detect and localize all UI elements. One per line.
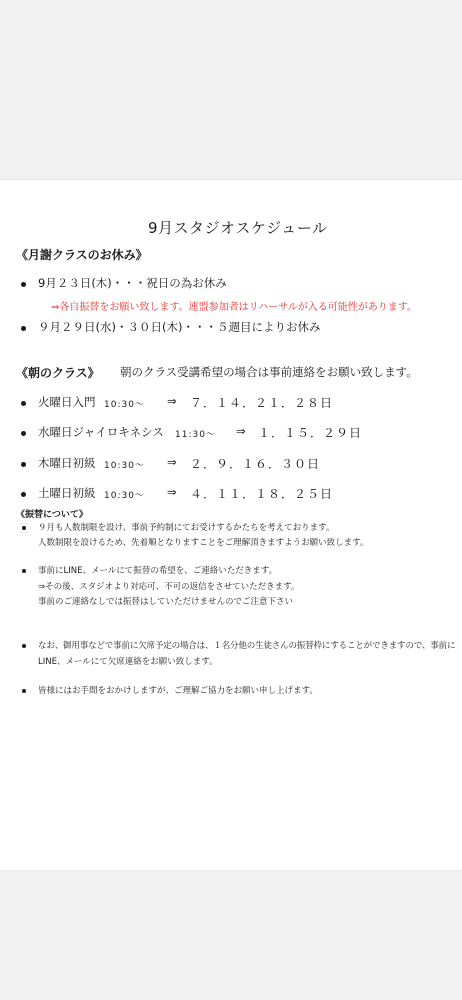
class-name: 木曜日初級: [38, 456, 96, 470]
transfer-p2-line1: 事前にLINE、メールにて振替の希望を、ご連絡いただきます。: [38, 566, 278, 576]
class-dates: ２．９．１６．３０日: [190, 457, 321, 471]
transfer-heading: 《振替について》: [16, 510, 88, 520]
monthly-item-1: 9月２３日(木)・・・祝日の為お休み: [38, 276, 227, 290]
monthly-heading: 《月謝クラスのお休み》: [16, 248, 148, 262]
class-time: 10:30～: [104, 400, 145, 410]
bullet: [21, 492, 26, 497]
document-page: [0, 180, 462, 870]
class-dates: ７．１４．２１．２８日: [190, 396, 334, 410]
class-name: 土曜日初級: [38, 486, 96, 500]
transfer-p2-line2: ⇒その後、スタジオより対応可、不可の返信をさせていただきます。: [38, 582, 300, 592]
bullet: [22, 569, 26, 573]
morning-heading-note: 朝のクラス受講希望の場合は事前連絡をお願い致します。: [120, 365, 418, 379]
bullet: [21, 326, 26, 331]
arrow-icon: ⇒: [236, 424, 246, 438]
transfer-p4-line1: 皆様にはお手間をおかけしますが、ご理解ご協力をお願い申し上げます。: [38, 686, 318, 696]
class-name: 火曜日入門: [38, 395, 96, 409]
bullet: [21, 462, 26, 467]
class-time: 11:30～: [175, 430, 216, 440]
transfer-p2-line3: 事前のご連絡なしでは振替はしていただけませんのでご注意下さい: [38, 597, 294, 607]
bullet: [21, 431, 26, 436]
transfer-p1-line1: ９月も人数制限を設け、事前予約制にてお受けするかたちを考えております。: [38, 523, 335, 533]
monthly-note-1: ⇒各自振替をお願い致します。連盟参加者はリハーサルが入る可能性があります。: [51, 302, 417, 313]
class-dates: ４．１１．１８．２５日: [190, 487, 334, 501]
arrow-icon: ⇒: [167, 394, 177, 408]
morning-heading: 《朝のクラス》: [16, 366, 100, 380]
arrow-icon: ⇒: [167, 455, 177, 469]
class-dates: １．１５．２９日: [258, 426, 363, 440]
bullet: [22, 526, 26, 530]
transfer-p3-line2: LINE、メールにて欠席連絡をお願い致します。: [38, 657, 218, 667]
bullet: [21, 282, 26, 287]
bullet: [22, 644, 26, 648]
class-name: 水曜日ジャイロキネシス: [38, 425, 164, 439]
transfer-p3-line1: なお、御用事などで事前に欠席予定の場合は、１名分他の生徒さんの振替枠にすることができますので、事前に: [38, 641, 456, 651]
bullet: [22, 689, 26, 693]
bullet: [21, 401, 26, 406]
class-time: 10:30～: [104, 491, 145, 501]
transfer-p1-line2: 人数制限を設けるため、先着順となりますことをご理解頂きますようお願い致します。: [38, 538, 369, 548]
arrow-icon: ⇒: [167, 485, 177, 499]
page-title: 9月スタジオスケジュール: [148, 219, 328, 237]
monthly-item-2: ９月２９日(水)・３０日(木)・・・５週目によりお休み: [38, 320, 321, 334]
class-time: 10:30～: [104, 461, 145, 471]
